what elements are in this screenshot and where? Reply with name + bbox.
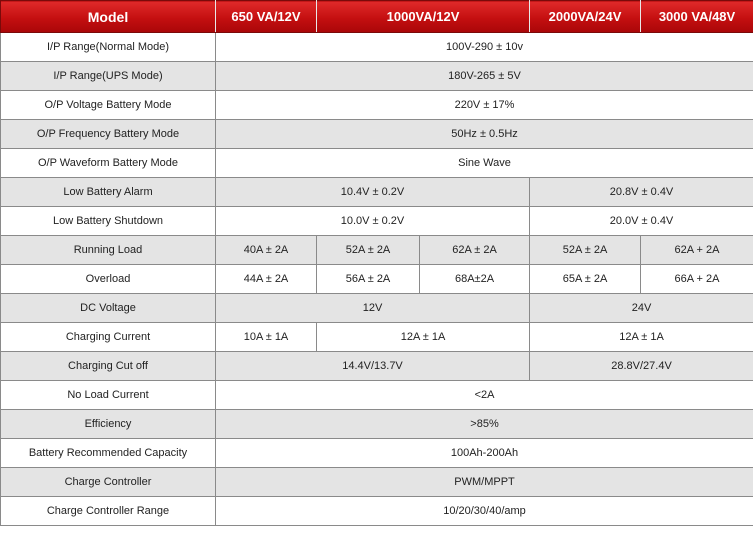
row-label: I/P Range(Normal Mode) [1, 33, 216, 62]
model-1000va-header: 1000VA/12V [317, 1, 530, 33]
table-row [1, 294, 753, 323]
row-label: Low Battery Shutdown [1, 207, 216, 236]
row-label: Charging Cut off [1, 352, 216, 381]
row-value: 12A ± 1A [530, 323, 753, 352]
row-value: 220V ± 17% [216, 91, 753, 120]
row-value-24v: 20.8V ± 0.4V [530, 178, 753, 207]
table-row [1, 178, 753, 207]
table-row [1, 352, 753, 381]
table-row [1, 439, 753, 468]
row-label: O/P Voltage Battery Mode [1, 91, 216, 120]
row-value: 100V-290 ± 10v [216, 33, 753, 62]
row-value: 65A ± 2A [530, 265, 641, 294]
row-label: Charge Controller [1, 468, 216, 497]
row-value: 56A ± 2A [317, 265, 420, 294]
row-value: 44A ± 2A [216, 265, 317, 294]
row-value: PWM/MPPT [216, 468, 753, 497]
table-row [1, 265, 753, 294]
row-label: Charging Current [1, 323, 216, 352]
model-3000va-header: 3000 VA/48V [641, 1, 753, 33]
row-value: 66A + 2A [641, 265, 753, 294]
row-value: 52A ± 2A [530, 236, 641, 265]
row-value-12v: 10.4V ± 0.2V [216, 178, 530, 207]
row-value: 10/20/30/40/amp [216, 497, 753, 526]
row-value-24v: 20.0V ± 0.4V [530, 207, 753, 236]
row-value: 50Hz ± 0.5Hz [216, 120, 753, 149]
row-label: Running Load [1, 236, 216, 265]
model-2000va-header: 2000VA/24V [530, 1, 641, 33]
table-row [1, 323, 753, 352]
row-value: 100Ah-200Ah [216, 439, 753, 468]
row-value: 68A±2A [420, 265, 530, 294]
row-label: Battery Recommended Capacity [1, 439, 216, 468]
row-value: 40A ± 2A [216, 236, 317, 265]
table-row [1, 497, 753, 526]
table-row [1, 149, 753, 178]
table-row [1, 381, 753, 410]
table-row [1, 468, 753, 497]
table-row [1, 120, 753, 149]
row-value: 52A ± 2A [317, 236, 420, 265]
table-row [1, 236, 753, 265]
row-label: I/P Range(UPS Mode) [1, 62, 216, 91]
row-label: DC Voltage [1, 294, 216, 323]
header-row [1, 1, 753, 33]
row-value-12v: 10.0V ± 0.2V [216, 207, 530, 236]
row-value-12v: 12V [216, 294, 530, 323]
row-value: 180V-265 ± 5V [216, 62, 753, 91]
model-650va-header: 650 VA/12V [216, 1, 317, 33]
table-row [1, 33, 753, 62]
row-value: <2A [216, 381, 753, 410]
row-value: Sine Wave [216, 149, 753, 178]
row-value: >85% [216, 410, 753, 439]
row-value: 62A + 2A [641, 236, 753, 265]
row-value: 12A ± 1A [317, 323, 530, 352]
table-row [1, 207, 753, 236]
row-label: Efficiency [1, 410, 216, 439]
row-label: Overload [1, 265, 216, 294]
row-label: Charge Controller Range [1, 497, 216, 526]
row-value: 62A ± 2A [420, 236, 530, 265]
table-row [1, 62, 753, 91]
row-value-12v: 14.4V/13.7V [216, 352, 530, 381]
row-value-24v: 24V [530, 294, 753, 323]
model-header: Model [1, 1, 216, 33]
table-row [1, 91, 753, 120]
row-label: No Load Current [1, 381, 216, 410]
table-row [1, 410, 753, 439]
row-value-24v: 28.8V/27.4V [530, 352, 753, 381]
row-value: 10A ± 1A [216, 323, 317, 352]
row-label: O/P Frequency Battery Mode [1, 120, 216, 149]
row-label: Low Battery Alarm [1, 178, 216, 207]
row-label: O/P Waveform Battery Mode [1, 149, 216, 178]
